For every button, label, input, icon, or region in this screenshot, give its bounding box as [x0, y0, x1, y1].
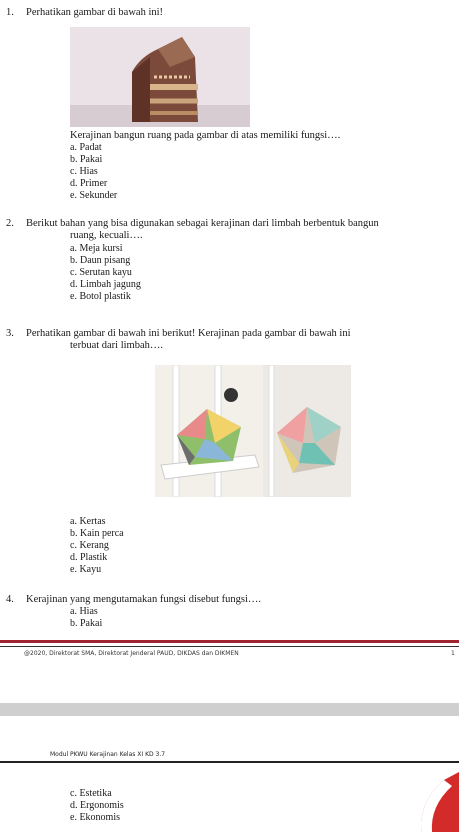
q2-option-c[interactable]: c. Serutan kayu: [70, 267, 132, 278]
next-page-header: Modul PKWU Kerajinan Kelas XI KD 3.7: [50, 751, 166, 758]
q2-line2: ruang, kecuali….: [70, 230, 143, 241]
q3-option-c[interactable]: c. Kerang: [70, 540, 109, 551]
q4-option-a[interactable]: a. Hias: [70, 606, 98, 617]
q1-question: Kerajinan bangun ruang pada gambar di atas memiliki fungsi….: [70, 130, 341, 141]
q4-number: 4.: [6, 594, 14, 605]
q3-photo-patchwork-left: [155, 365, 263, 497]
q4-option-b[interactable]: b. Pakai: [70, 618, 103, 629]
q4-option-c[interactable]: c. Estetika: [70, 788, 112, 799]
q3-option-a[interactable]: a. Kertas: [70, 516, 106, 527]
q1-option-d[interactable]: d. Primer: [70, 178, 108, 189]
q3-line1: Perhatikan gambar di bawah ini berikut! Kerajinan pada gambar di bawah ini: [26, 328, 351, 339]
q2-option-d[interactable]: d. Limbah jagung: [70, 279, 141, 290]
q3-photo-patchwork-right: [263, 365, 351, 497]
q2-option-b[interactable]: b. Daun pisang: [70, 255, 131, 266]
footer-page-number: 1: [451, 650, 455, 657]
q4-line1: Kerajinan yang mengutamakan fungsi disebut fungsi….: [26, 594, 262, 605]
patchwork-chair-illustration: [155, 365, 263, 497]
q1-option-e[interactable]: e. Sekunder: [70, 190, 118, 201]
q1-number: 1.: [6, 7, 14, 18]
q2-option-e[interactable]: e. Botol plastik: [70, 291, 131, 302]
q3-line2: terbuat dari limbah….: [70, 340, 164, 351]
woven-fabric-illustration: [70, 27, 250, 127]
q3-option-e[interactable]: e. Kayu: [70, 564, 102, 575]
q1-photo-sarung: [70, 27, 250, 127]
patchwork-pillow-illustration: [263, 365, 351, 497]
footer-rule-accent: [0, 640, 459, 643]
next-header-rule: [0, 761, 459, 763]
q1-option-b[interactable]: b. Pakai: [70, 154, 103, 165]
q3-option-d[interactable]: d. Plastik: [70, 552, 108, 563]
q1-option-a[interactable]: a. Padat: [70, 142, 102, 153]
q3-option-b[interactable]: b. Kain perca: [70, 528, 124, 539]
q2-option-a[interactable]: a. Meja kursi: [70, 243, 123, 254]
q1-option-c[interactable]: c. Hias: [70, 166, 98, 177]
footer-rule-thin: [0, 646, 459, 647]
q1-prompt: Perhatikan gambar di bawah ini!: [26, 7, 164, 18]
q2-number: 2.: [6, 218, 14, 229]
red-corner-decoration: [404, 772, 459, 832]
page-gap: [0, 703, 459, 716]
q4-option-e[interactable]: e. Ekonomis: [70, 812, 120, 823]
q4-option-d[interactable]: d. Ergonomis: [70, 800, 124, 811]
footer-copyright: @2020, Direktorat SMA, Direktorat Jenderal PAUD, DIKDAS dan DIKMEN: [24, 650, 239, 657]
q3-number: 3.: [6, 328, 14, 339]
q2-line1: Berikut bahan yang bisa digunakan sebagai kerajinan dari limbah berbentuk bangun: [26, 218, 379, 229]
